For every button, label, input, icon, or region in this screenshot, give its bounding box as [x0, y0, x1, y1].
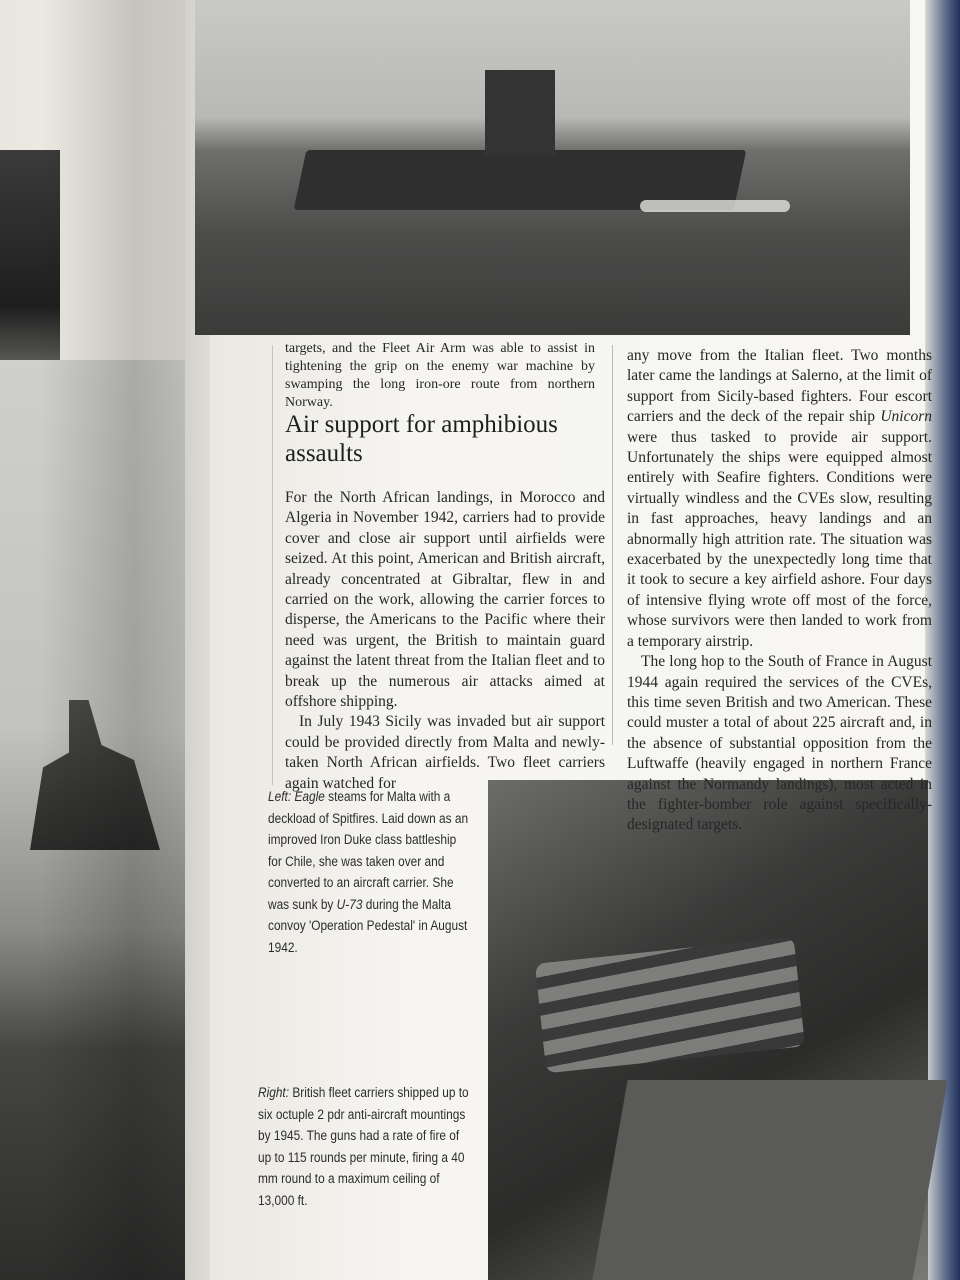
paragraph-sicily: In July 1943 Sicily was invaded but air support could be provided directly from Malta and newly-taken North African airfields. Two fleet carriers again watched for [285, 713, 605, 792]
caption-left [268, 786, 470, 958]
ship-name-unicorn: Unicorn [880, 408, 932, 426]
intro-text: targets, and the Fleet Air Arm was able to assist in tightening the grip on the enemy war machine by swamping the long iron-ore route from northern Norway. [285, 341, 595, 410]
body-column-left [285, 488, 605, 794]
salerno-text-a: any move from the Italian fleet. Two months later came the landings at Salerno, at the limit of support from Sicily-based fighters. Four escort carriers and the deck of the repair ship [627, 347, 932, 426]
paragraph-south-of-france: The long hop to the South of France in August 1944 again required the services of the CVEs, this time seven British and two American. These could muster a total of about 225 aircraft and, in the absence of substantial opposition from the Luftwaffe (heavily engaged in northern France against the Normandy landings), most acted in the fighter-bomber role against specifically-designated targets. [627, 653, 932, 834]
caption-left-lead: Left: [268, 789, 292, 804]
caption-right-lead: Right: [258, 1085, 290, 1100]
ship-name-eagle: Eagle [294, 789, 325, 804]
caption-right [258, 1082, 469, 1211]
section-heading: Air support for amphibious assaults [285, 411, 558, 467]
caption-left-text-a: steams for Malta with a deckload of Spitfires. Laid down as an improved Iron Duke class battleship for Chile, she was taken over and converted to an aircraft carrier. She was sunk by [268, 789, 469, 912]
paragraph-north-africa: For the North African landings, in Morocco and Algeria in November 1942, carriers had to provide cover and close air support until airfields were seized. At this point, American and British aircraft, already concentrated at Gibraltar, flew in and carried on the work, allowing the carrier forces to disperse, the Americans to the Pacific where their need was urgent, the British to maintain guard against the latent threat from the Italian fleet and to break up the numerous air attacks aimed at offshore shipping. [285, 489, 605, 711]
column-divider [612, 345, 613, 745]
intro-paragraph [285, 340, 595, 412]
paragraph-salerno [627, 346, 932, 652]
body-column-right [627, 346, 932, 836]
ship-deck [592, 1080, 947, 1280]
carrier-island [485, 70, 555, 155]
left-column-rule [272, 345, 273, 785]
salerno-text-b: were thus tasked to provide air support. Unfortunately the ships were equipped almost entirely with Seafire fighters. Conditions were virtually windless and the CVEs slow, resulting in fast approaches, heavy landings and an abnormally high attrition rate. The situation was exacerbated by the unexpectedly long time that it took to secure a key airfield ashore. Four days of intensive flying wrote off most of the force, whose survivors were then landed to work from a temporary airstrip. [627, 428, 932, 650]
uboat-name: U-73 [336, 896, 363, 912]
carrier-wake [640, 200, 790, 212]
caption-left-text-b: during the Malta convoy 'Operation Pedestal' in August 1942. [268, 896, 468, 955]
caption-right-text: British fleet carriers shipped up to six octuple 2 pdr anti-aircraft mountings by 1945. The guns had a rate of fire of up to 115 rounds per minute, firing a 40 mm round to a maximum ceiling of 13,000 ft. [258, 1085, 469, 1208]
